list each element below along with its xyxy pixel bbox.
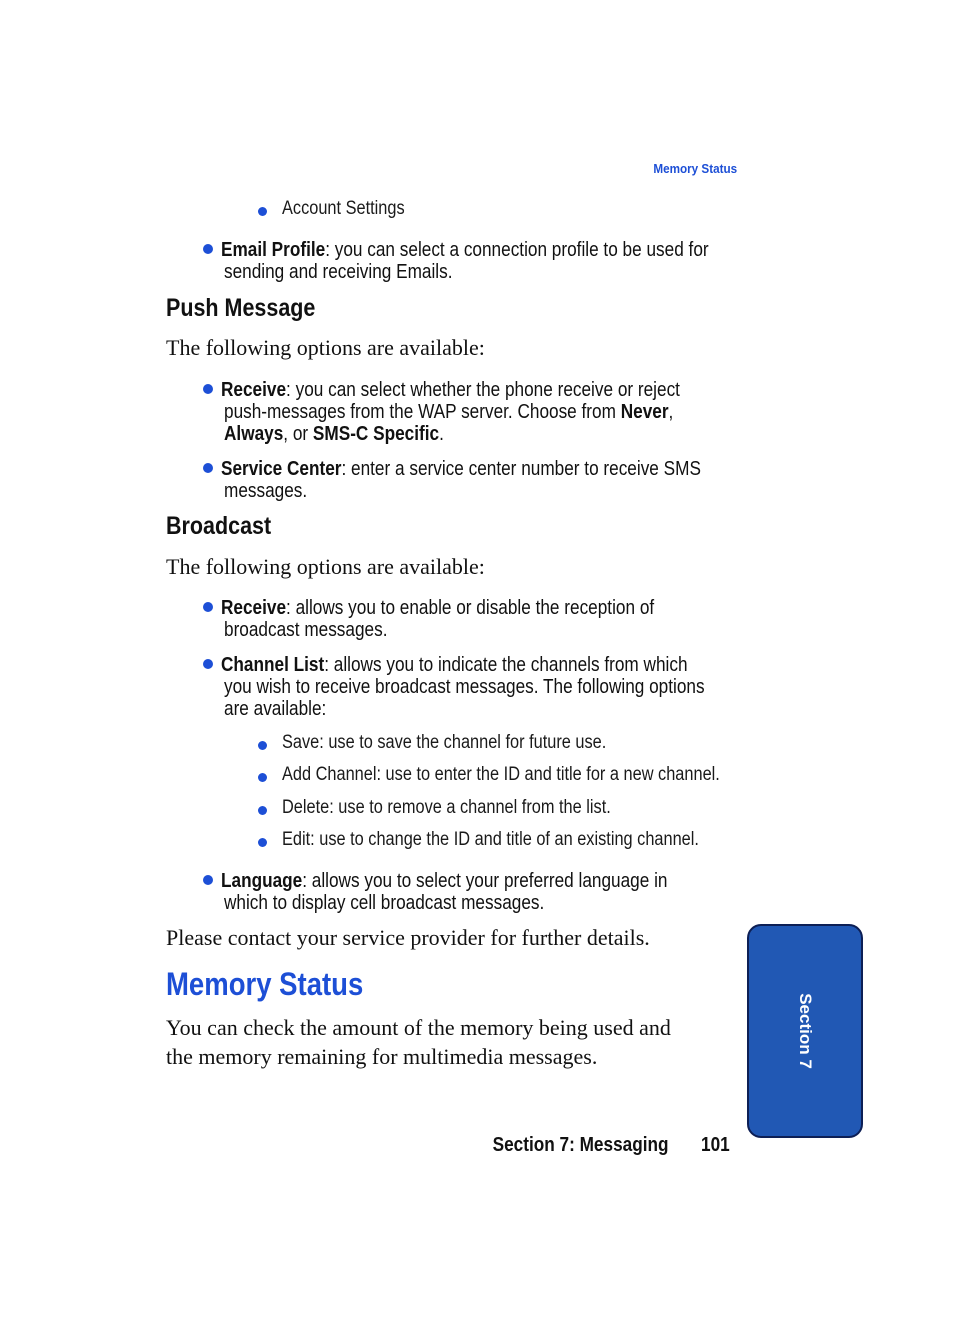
list-item-language: Language: allows you to select your preferred language in which to display cell broadcast messages.: [203, 870, 763, 916]
bullet-dot-icon: [258, 207, 267, 216]
bullet-dot-icon: [203, 463, 213, 473]
bullet-dot-icon: [203, 384, 213, 394]
list-item-email-profile: Email Profile: you can select a connection profile to be used for sending and receiving Emails.: [203, 239, 763, 285]
bullet-dot-icon: [258, 741, 267, 750]
bullet-dot-icon: [203, 659, 213, 669]
section-tab: [747, 924, 863, 1138]
section-heading-broadcast: Broadcast: [166, 512, 272, 540]
page-number: 101: [701, 1134, 730, 1156]
list-item-broadcast-receive: Receive: allows you to enable or disable the reception of broadcast messages.: [203, 597, 763, 643]
bullet-dot-icon: [203, 602, 213, 612]
intro-text: The following options are available:: [166, 335, 485, 360]
bullet-dot-icon: [258, 838, 267, 847]
bullet-dot-icon: [203, 244, 213, 254]
section-tab-label: Section 7: [796, 993, 815, 1069]
section-heading-push-message: Push Message: [166, 294, 316, 322]
footer-section-title: Section 7: Messaging: [492, 1134, 668, 1156]
body-text: the memory remaining for multimedia messages.: [166, 1044, 598, 1069]
list-item-service-center: Service Center: enter a service center number to receive SMS messages.: [203, 458, 763, 504]
bullet-dot-icon: [258, 773, 267, 782]
list-item-receive: Receive: you can select whether the phone receive or reject push-messages from the WAP server. Choose from Never, Always, or SMS-C Specific.: [203, 379, 763, 447]
section-heading-memory-status: Memory Status: [166, 966, 364, 1002]
bullet-dot-icon: [258, 806, 267, 815]
intro-text: The following options are available:: [166, 554, 485, 579]
body-text: You can check the amount of the memory being used and: [166, 1015, 671, 1040]
contact-note: Please contact your service provider for further details.: [166, 925, 650, 950]
running-head: Memory Status: [653, 161, 737, 176]
bullet-dot-icon: [203, 875, 213, 885]
list-item-channel-list: Channel List: allows you to indicate the channels from which you wish to receive broadcast messages. The following options are available:: [203, 654, 763, 722]
